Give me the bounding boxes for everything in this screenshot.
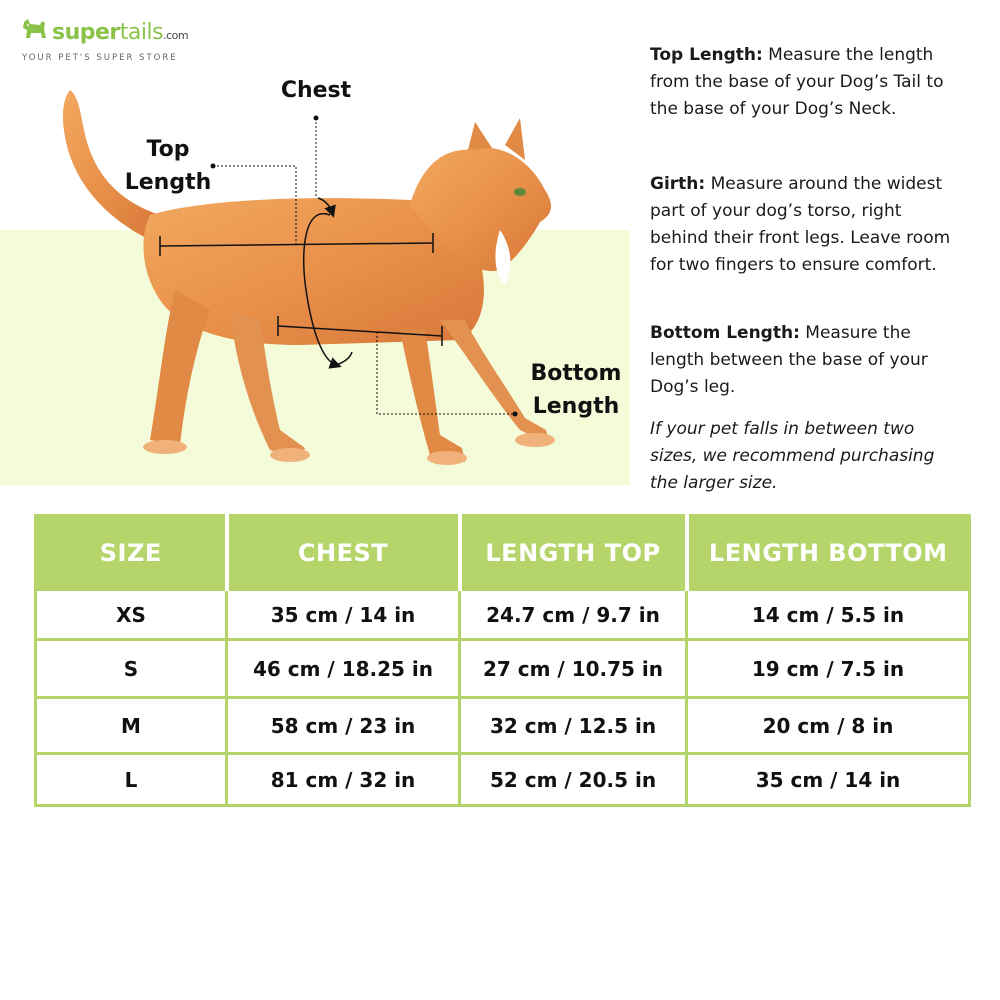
table-row xyxy=(36,640,970,698)
cell-chest: 58 cm / 23 in xyxy=(227,698,460,754)
chest-label: Chest xyxy=(280,78,352,103)
girth-description: Girth: Measure around the widest part of your dog’s torso, right behind their front legs. Leave room for two fingers to ensure comfort. xyxy=(650,174,951,275)
cell-size: L xyxy=(36,754,227,806)
header-length-bottom: LENGTH BOTTOM xyxy=(687,516,970,590)
bottom-length-label: Bottom Length xyxy=(530,361,622,419)
size-advice-note: If your pet falls in between two sizes, we recommend purchasing the larger size. xyxy=(650,419,935,493)
header-size: SIZE xyxy=(36,516,227,590)
cell-length-top: 27 cm / 10.75 in xyxy=(460,640,687,698)
top-length-description: Top Length: Measure the length from the base of your Dog’s Tail to the base of your Dog’s Neck. xyxy=(650,45,944,119)
header-length-top: LENGTH TOP xyxy=(460,516,687,590)
cell-length-bottom: 20 cm / 8 in xyxy=(687,698,970,754)
cell-length-bottom: 35 cm / 14 in xyxy=(687,754,970,806)
cell-length-bottom: 14 cm / 5.5 in xyxy=(687,590,970,640)
table-row xyxy=(36,698,970,754)
bottom-length-term: Bottom Length: xyxy=(650,323,800,343)
table-row xyxy=(36,754,970,806)
cell-size: M xyxy=(36,698,227,754)
header-chest: CHEST xyxy=(227,516,460,590)
bottom-length-description: Bottom Length: Measure the length between the base of your Dog’s leg. xyxy=(650,323,928,397)
cell-chest: 46 cm / 18.25 in xyxy=(227,640,460,698)
cell-length-top: 32 cm / 12.5 in xyxy=(460,698,687,754)
cell-length-bottom: 19 cm / 7.5 in xyxy=(687,640,970,698)
cell-size: XS xyxy=(36,590,227,640)
cell-chest: 35 cm / 14 in xyxy=(227,590,460,640)
top-length-term: Top Length: xyxy=(650,45,763,65)
cell-length-top: 24.7 cm / 9.7 in xyxy=(460,590,687,640)
size-chart-table xyxy=(34,514,971,807)
cell-size: S xyxy=(36,640,227,698)
brand-logo xyxy=(20,14,220,64)
measurement-diagram xyxy=(0,60,640,490)
brand-tagline: YOUR PET'S SUPER STORE xyxy=(22,53,178,63)
cell-length-top: 52 cm / 20.5 in xyxy=(460,754,687,806)
girth-term: Girth: xyxy=(650,174,706,194)
table-header-row xyxy=(36,516,970,590)
top-length-label: Top Length xyxy=(124,137,212,195)
brand-wordmark: supertails.com xyxy=(52,20,189,45)
dog-logo-icon xyxy=(20,16,50,46)
table-row xyxy=(36,590,970,640)
cell-chest: 81 cm / 32 in xyxy=(227,754,460,806)
chest-leader-line xyxy=(314,116,319,199)
